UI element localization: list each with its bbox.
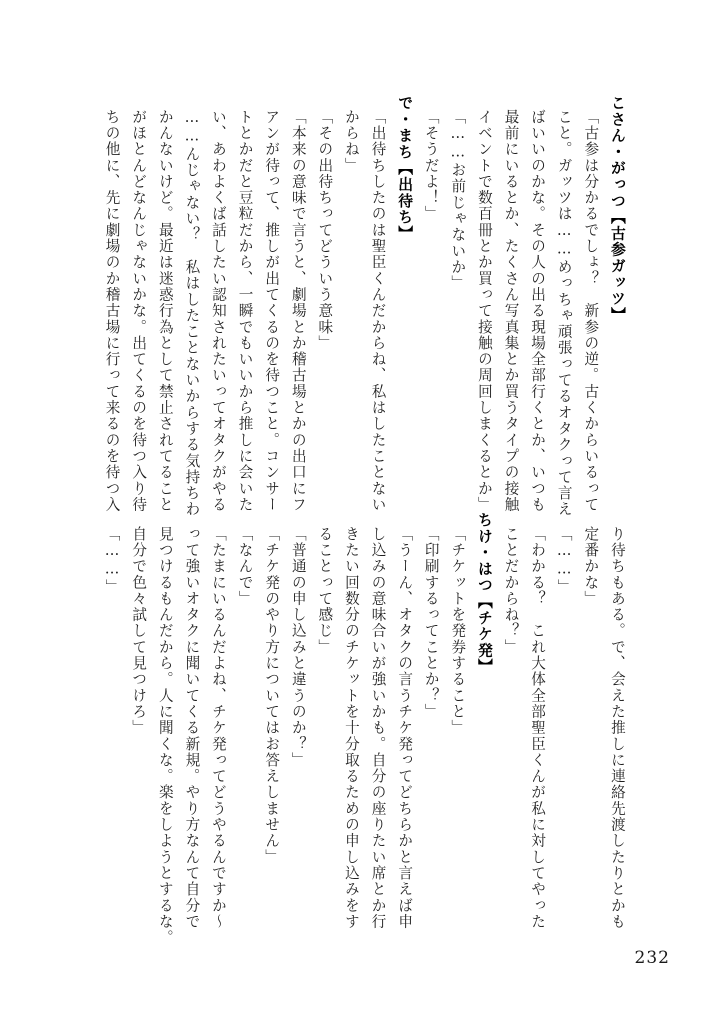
entry-body-line: かんないけど。最近は迷惑行為として禁止されてること	[156, 109, 174, 513]
entry-body-line: トとかだと豆粒だから、一瞬でもいいから推しに会いた	[236, 109, 254, 513]
entry-body-line: 「チケットを発券すること」	[449, 526, 467, 736]
text-block-lower	[92, 512, 626, 946]
entry-body-line: 「出待ちしたのは聖臣くんだからね、私はしたことない	[369, 109, 387, 513]
entry-body-line: 「わかる？ これ大体全部聖臣くんが私に対してやった	[529, 526, 547, 930]
entry-body-line: 「……」	[103, 526, 121, 596]
entry-body-line: イベントで数百冊とか買って接触の周回しまくるとか」	[475, 109, 493, 513]
entry-headword-demachi: で・まち【出待ち】	[396, 95, 414, 242]
entry-body-line: 「古参は分かるでしょ？ 新参の逆。古くからいるって	[582, 109, 600, 513]
entry-body-line: 「チケ発のやり方についてはお答えしません」	[263, 526, 281, 866]
entry-body-line: 見つけるもんだから。人に聞くな。楽をしようとするな。	[156, 526, 174, 946]
entry-body-line: り待ちもある。で、会えた推しに連絡先渡したりとかも	[608, 526, 626, 930]
entry-body-line: がほとんどなんじゃないかな。出てくるのを待つ入り待	[130, 109, 148, 513]
entry-body-line: 「本来の意味で言うと、劇場とか稽古場とかの出口にフ	[289, 109, 307, 513]
entry-headword-chike-hatsu: ちけ・はつ【チケ発】	[475, 512, 493, 675]
entry-body-line: こと。ガッツは……めっちゃ頑張ってるオタクって言え	[555, 109, 573, 518]
entry-body-line: 「たまにいるんだよね、チケ発ってどうやるんですか～	[209, 526, 227, 930]
entry-body-line: 自分で色々試して見つけろ」	[130, 526, 148, 736]
text-block-upper	[92, 95, 626, 518]
entry-body-line: い、あわよくば話したい認知されたいってオタクがやる	[209, 109, 227, 513]
entry-body-line: 「普通の申し込みと違うのか？」	[289, 526, 307, 769]
entry-body-line: 「うーん、オタクの言うチケ発ってどちらかと言えば申	[396, 526, 414, 930]
entry-body-line: 「……お前じゃないか」	[449, 109, 467, 292]
entry-body-line: からね」	[342, 109, 360, 174]
entry-body-line: 「印刷するってことか？」	[422, 526, 440, 720]
page-number: 232	[634, 948, 670, 968]
entry-headword-kosan-gattsu: こさん・がっつ【古参ガッツ】	[608, 95, 626, 324]
entry-body-line: ることって感じ」	[316, 526, 334, 656]
entry-body-line: きたい回数分のチケットを十分取るための申し込みをす	[342, 526, 360, 930]
entry-body-line: アンが待って、推しが出てくるのを待つこと。コンサー	[263, 109, 281, 513]
entry-body-line: 定番かな」	[582, 526, 600, 607]
entry-body-line: 「……」	[555, 526, 573, 596]
entry-body-line: し込みの意味合いが強いかも。自分の座りたい席とか行	[369, 526, 387, 930]
entry-body-line: ばいいのかな。その人の出る現場全部行くとか、いつも	[529, 109, 547, 513]
entry-body-line: ……んじゃない？ 私はしたことないからする気持ちわ	[183, 109, 201, 518]
entry-body-line: って強いオタクに聞いてくる新規。やり方なんて自分で	[183, 526, 201, 930]
entry-body-line: 「その出待ちってどういう意味」	[316, 109, 334, 352]
entry-body-line: 最前にいるとか、たくさん写真集とか買うタイプの接触	[502, 109, 520, 513]
entry-body-line: 「なんで」	[236, 526, 254, 607]
entry-body-line: ちの他に、先に劇場のか稽古場に行って来るのを待つ入	[103, 109, 121, 513]
entry-body-line: 「そうだよ！」	[422, 109, 440, 223]
entry-body-line: ことだからね？」	[502, 526, 520, 656]
